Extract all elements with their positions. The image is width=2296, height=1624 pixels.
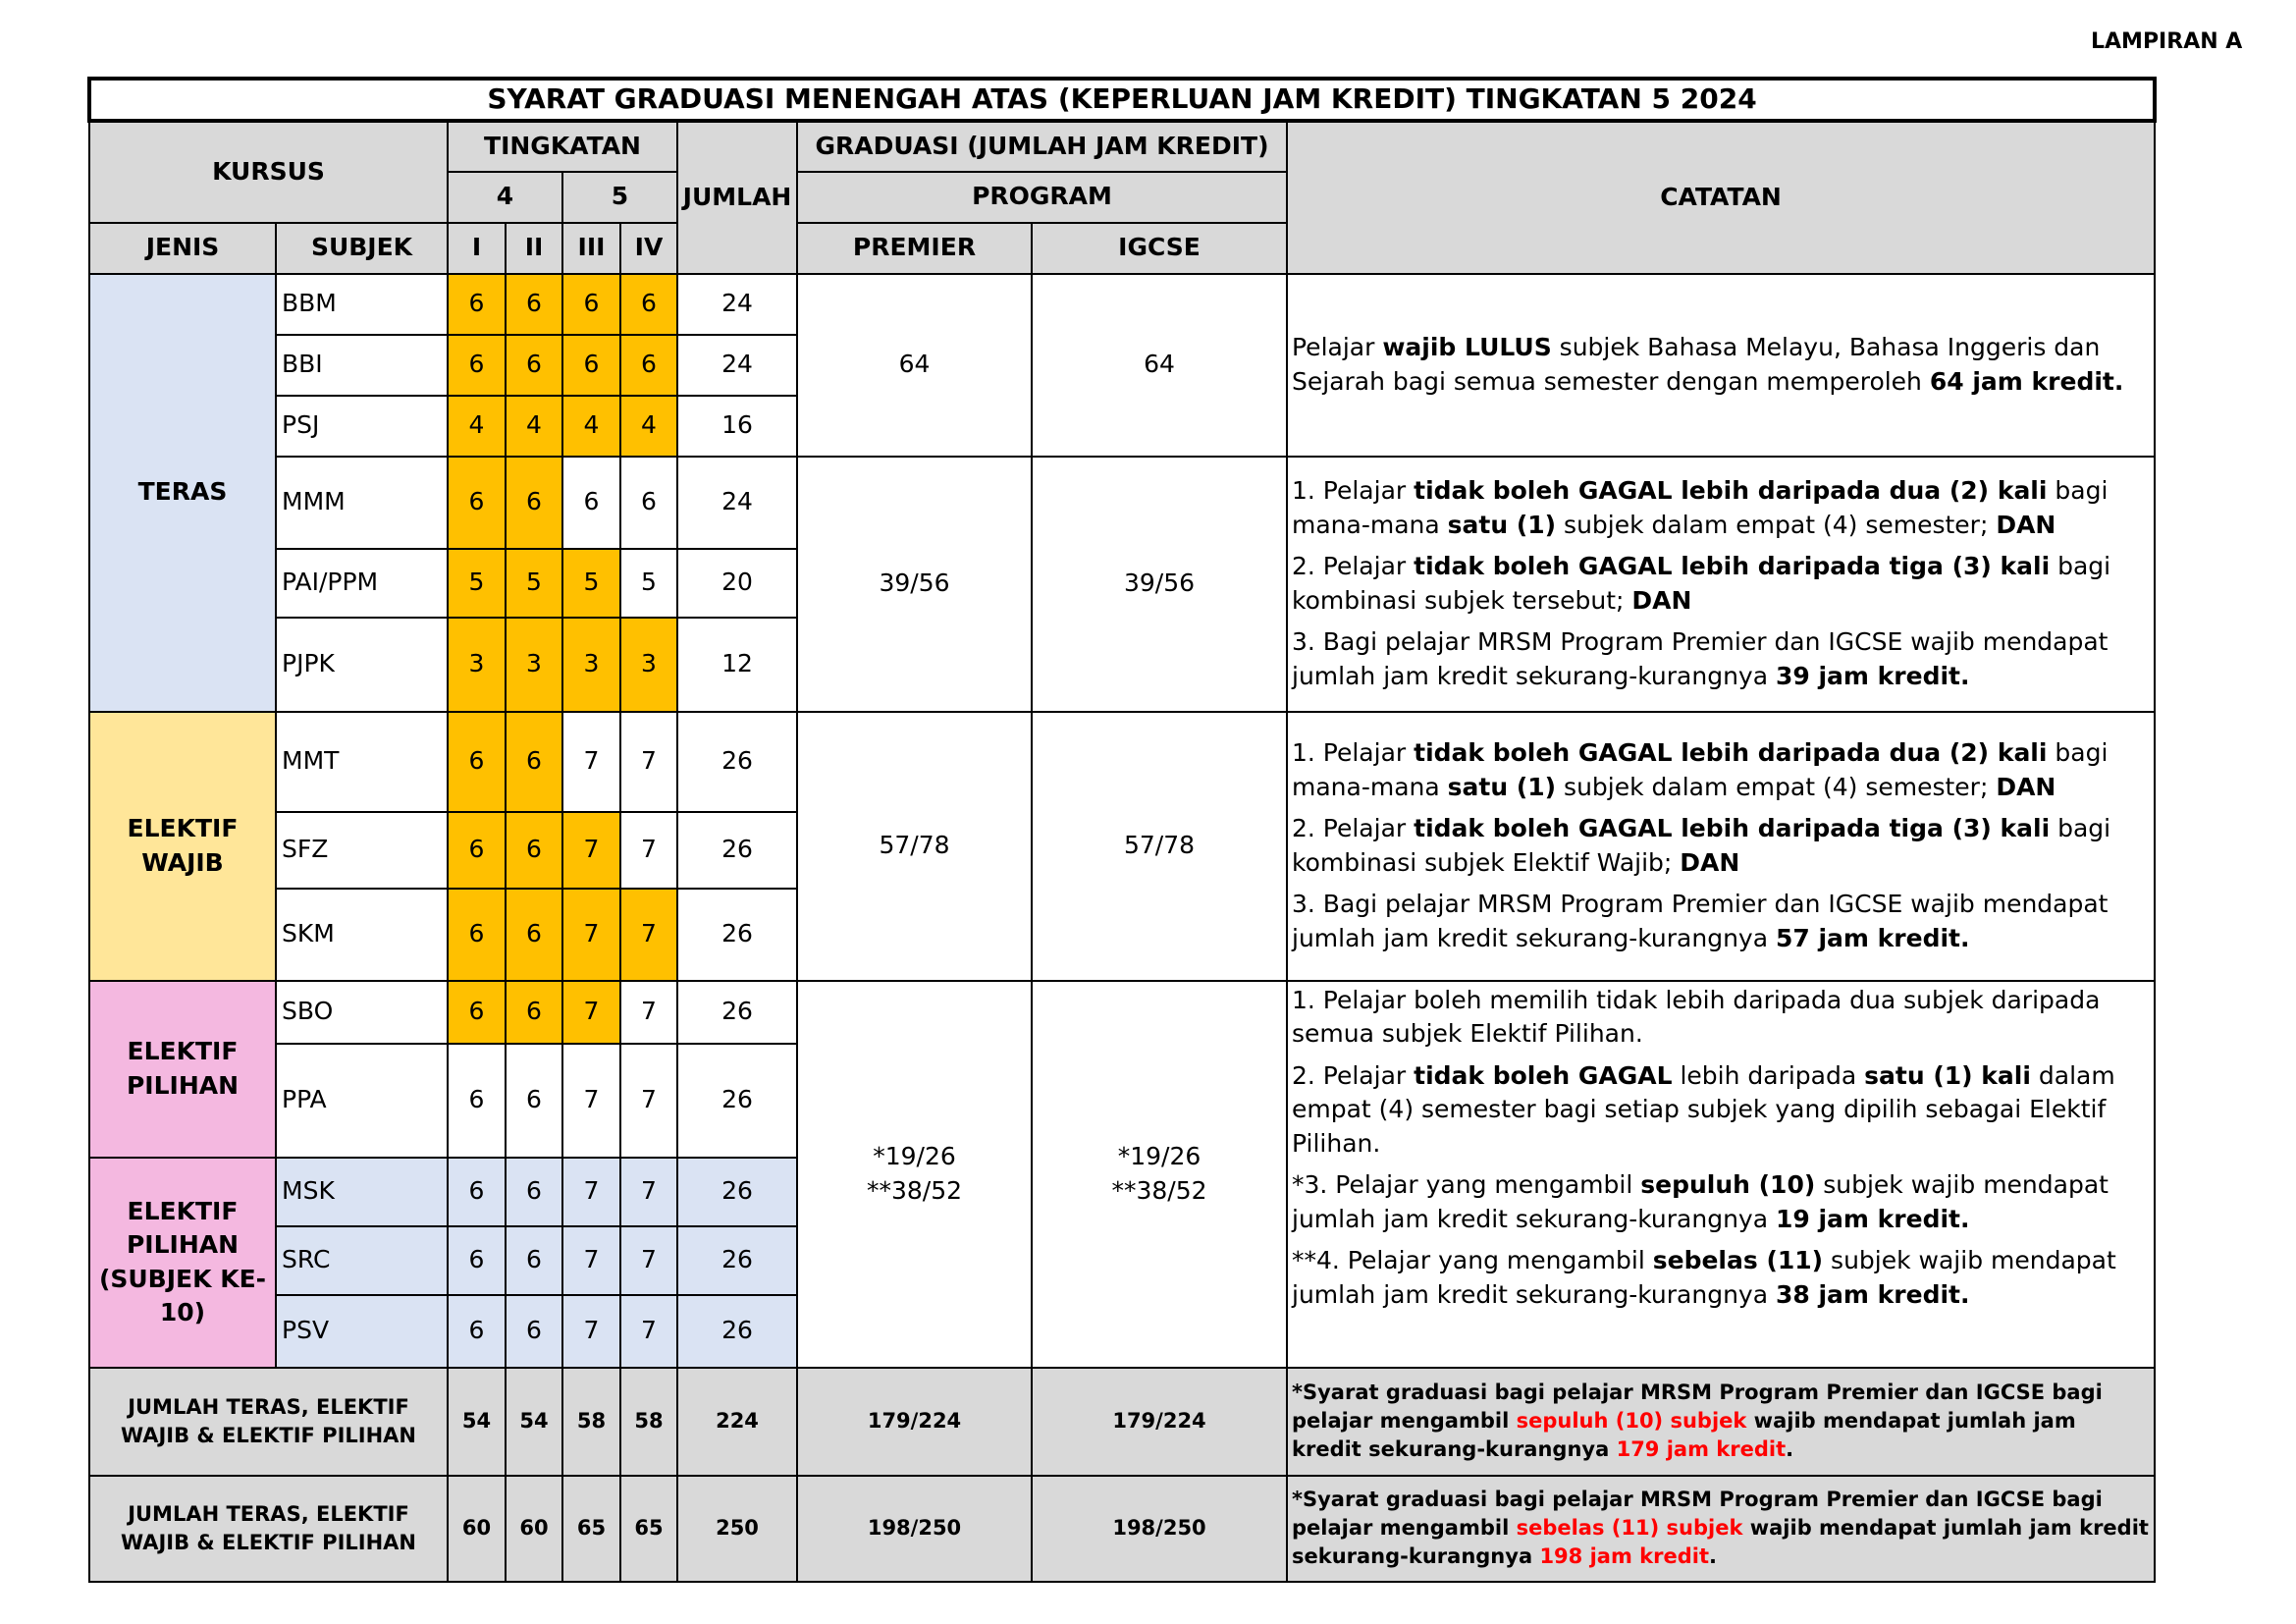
jumlah-cell: 26: [677, 1158, 797, 1226]
header-jumlah: JUMLAH: [677, 121, 797, 274]
jumlah-cell: 16: [677, 396, 797, 457]
subject-cell: MMT: [276, 712, 448, 812]
graduasi-igcse: 64: [1032, 274, 1287, 457]
total-premier: 198/250: [797, 1476, 1032, 1582]
total-cell: 54: [506, 1368, 562, 1476]
jumlah-cell: 26: [677, 1044, 797, 1158]
jumlah-cell: 12: [677, 618, 797, 712]
credit-cell: 6: [506, 712, 562, 812]
group-elektif-wajib: ELEKTIF WAJIB: [89, 712, 276, 981]
credit-cell: 4: [448, 396, 506, 457]
table-row: [89, 274, 2155, 335]
credit-cell: 7: [620, 981, 677, 1044]
credit-cell: 6: [506, 457, 562, 549]
jumlah-cell: 26: [677, 712, 797, 812]
group-elektif-pilihan-10: ELEKTIF PILIHAN (SUBJEK KE-10): [89, 1158, 276, 1368]
credit-cell: 7: [620, 1226, 677, 1295]
total-jumlah: 224: [677, 1368, 797, 1476]
credit-cell: 6: [448, 981, 506, 1044]
header-tingkatan-5: 5: [562, 172, 677, 223]
total-label: JUMLAH TERAS, ELEKTIF WAJIB & ELEKTIF PILIHAN: [89, 1368, 448, 1476]
total-cell: 58: [562, 1368, 620, 1476]
header-catatan: CATATAN: [1287, 121, 2155, 274]
credit-cell: 5: [562, 549, 620, 618]
total-cell: 58: [620, 1368, 677, 1476]
credit-cell: 6: [506, 1044, 562, 1158]
header-jenis: JENIS: [89, 223, 276, 274]
graduasi-premier: *19/26 **38/52: [797, 981, 1032, 1368]
total-cell: 60: [448, 1476, 506, 1582]
header-kursus: KURSUS: [89, 121, 448, 223]
credit-cell: 6: [620, 457, 677, 549]
jumlah-cell: 26: [677, 889, 797, 981]
subject-cell: SFZ: [276, 812, 448, 889]
table-row: [89, 712, 2155, 812]
catatan-teras-2: 1. Pelajar tidak boleh GAGAL lebih daripada dua (2) kali bagi mana-mana satu (1) subjek dalam empat (4) semester; DAN 2. Pelajar tidak boleh GAGAL lebih daripada tiga (3) kali bagi kombinasi subjek tersebut; DAN 3. Bagi pelajar MRSM Program Premier dan IGCSE wajib mendapat jumlah jam kredit sekurang-kurangnya 39 jam kredit.: [1287, 457, 2155, 712]
credit-cell: 6: [506, 812, 562, 889]
group-teras: TERAS: [89, 274, 276, 712]
header-sem-2: II: [506, 223, 562, 274]
total-note: *Syarat graduasi bagi pelajar MRSM Program Premier dan IGCSE bagi pelajar mengambil sebelas (11) subjek wajib mendapat jumlah jam kredit sekurang-kurangnya 198 jam kredit.: [1287, 1476, 2155, 1582]
credit-cell: 7: [562, 889, 620, 981]
credit-cell: 4: [620, 396, 677, 457]
jumlah-cell: 26: [677, 981, 797, 1044]
header-sem-1: I: [448, 223, 506, 274]
total-igcse: 198/250: [1032, 1476, 1287, 1582]
subject-cell: PAI/PPM: [276, 549, 448, 618]
header-graduasi: GRADUASI (JUMLAH JAM KREDIT): [797, 121, 1287, 172]
graduation-requirements-table: [87, 77, 2157, 1583]
total-premier: 179/224: [797, 1368, 1032, 1476]
header-sem-4: IV: [620, 223, 677, 274]
credit-cell: 7: [620, 1044, 677, 1158]
credit-cell: 6: [562, 457, 620, 549]
total-row: [89, 1368, 2155, 1476]
subject-cell: PPA: [276, 1044, 448, 1158]
total-igcse: 179/224: [1032, 1368, 1287, 1476]
credit-cell: 3: [562, 618, 620, 712]
credit-cell: 3: [620, 618, 677, 712]
credit-cell: 6: [448, 1295, 506, 1368]
subject-cell: PSV: [276, 1295, 448, 1368]
credit-cell: 7: [620, 812, 677, 889]
credit-cell: 3: [506, 618, 562, 712]
credit-cell: 7: [562, 712, 620, 812]
total-cell: 65: [620, 1476, 677, 1582]
credit-cell: 6: [506, 1295, 562, 1368]
credit-cell: 7: [620, 712, 677, 812]
subject-cell: SKM: [276, 889, 448, 981]
graduasi-igcse: 57/78: [1032, 712, 1287, 981]
total-row: [89, 1476, 2155, 1582]
header-tingkatan: TINGKATAN: [448, 121, 677, 172]
credit-cell: 6: [448, 274, 506, 335]
header-igcse: IGCSE: [1032, 223, 1287, 274]
table-row: [89, 457, 2155, 549]
credit-cell: 6: [448, 889, 506, 981]
graduasi-premier: 57/78: [797, 712, 1032, 981]
graduasi-igcse: *19/26 **38/52: [1032, 981, 1287, 1368]
jumlah-cell: 20: [677, 549, 797, 618]
credit-cell: 6: [620, 274, 677, 335]
credit-cell: 7: [562, 1295, 620, 1368]
credit-cell: 6: [620, 335, 677, 396]
credit-cell: 6: [448, 812, 506, 889]
credit-cell: 5: [506, 549, 562, 618]
credit-cell: 5: [620, 549, 677, 618]
credit-cell: 6: [562, 274, 620, 335]
subject-cell: MSK: [276, 1158, 448, 1226]
jumlah-cell: 26: [677, 1226, 797, 1295]
credit-cell: 6: [448, 457, 506, 549]
jumlah-cell: 26: [677, 812, 797, 889]
graduasi-igcse: 39/56: [1032, 457, 1287, 712]
jumlah-cell: 24: [677, 335, 797, 396]
total-label: JUMLAH TERAS, ELEKTIF WAJIB & ELEKTIF PILIHAN: [89, 1476, 448, 1582]
credit-cell: 3: [448, 618, 506, 712]
subject-cell: BBM: [276, 274, 448, 335]
credit-cell: 4: [506, 396, 562, 457]
table-row: [89, 981, 2155, 1044]
jumlah-cell: 24: [677, 457, 797, 549]
catatan-teras-1: Pelajar wajib LULUS subjek Bahasa Melayu, Bahasa Inggeris dan Sejarah bagi semua semester dengan memperoleh 64 jam kredit.: [1287, 274, 2155, 457]
credit-cell: 6: [506, 1226, 562, 1295]
subject-cell: SBO: [276, 981, 448, 1044]
credit-cell: 6: [506, 981, 562, 1044]
credit-cell: 6: [506, 1158, 562, 1226]
credit-cell: 7: [620, 889, 677, 981]
total-note: *Syarat graduasi bagi pelajar MRSM Program Premier dan IGCSE bagi pelajar mengambil sepuluh (10) subjek wajib mendapat jumlah jam kredit sekurang-kurangnya 179 jam kredit.: [1287, 1368, 2155, 1476]
total-cell: 54: [448, 1368, 506, 1476]
credit-cell: 6: [448, 712, 506, 812]
credit-cell: 6: [448, 1158, 506, 1226]
header-tingkatan-4: 4: [448, 172, 562, 223]
subject-cell: PJPK: [276, 618, 448, 712]
credit-cell: 7: [562, 812, 620, 889]
subject-cell: BBI: [276, 335, 448, 396]
credit-cell: 6: [448, 335, 506, 396]
credit-cell: 6: [506, 274, 562, 335]
credit-cell: 7: [620, 1158, 677, 1226]
credit-cell: 4: [562, 396, 620, 457]
catatan-elektif-wajib: 1. Pelajar tidak boleh GAGAL lebih daripada dua (2) kali bagi mana-mana satu (1) subjek dalam empat (4) semester; DAN 2. Pelajar tidak boleh GAGAL lebih daripada tiga (3) kali bagi kombinasi subjek Elektif Wajib; DAN 3. Bagi pelajar MRSM Program Premier dan IGCSE wajib mendapat jumlah jam kredit sekurang-kurangnya 57 jam kredit.: [1287, 712, 2155, 981]
credit-cell: 7: [562, 1044, 620, 1158]
graduasi-premier: 39/56: [797, 457, 1032, 712]
subject-cell: MMM: [276, 457, 448, 549]
header-subjek: SUBJEK: [276, 223, 448, 274]
credit-cell: 6: [448, 1226, 506, 1295]
header-premier: PREMIER: [797, 223, 1032, 274]
credit-cell: 7: [620, 1295, 677, 1368]
total-jumlah: 250: [677, 1476, 797, 1582]
credit-cell: 6: [448, 1044, 506, 1158]
catatan-elektif-pilihan: 1. Pelajar boleh memilih tidak lebih daripada dua subjek daripada semua subjek Elektif Pilihan. 2. Pelajar tidak boleh GAGAL lebih daripada satu (1) kali dalam empat (4) semester bagi setiap subjek yang dipilih sebagai Elektif Pilihan. *3. Pelajar yang mengambil sepuluh (10) subjek wajib mendapat jumlah jam kredit sekurang-kurangnya 19 jam kredit. **4. Pelajar yang mengambil sebelas (11) subjek wajib mendapat jumlah jam kredit sekurang-kurangnya 38 jam kredit.: [1287, 981, 2155, 1368]
jumlah-cell: 26: [677, 1295, 797, 1368]
credit-cell: 7: [562, 981, 620, 1044]
credit-cell: 7: [562, 1158, 620, 1226]
subject-cell: PSJ: [276, 396, 448, 457]
subject-cell: SRC: [276, 1226, 448, 1295]
lampiran-label: LAMPIRAN A: [2091, 29, 2243, 54]
credit-cell: 6: [506, 889, 562, 981]
table-title: SYARAT GRADUASI MENENGAH ATAS (KEPERLUAN JAM KREDIT) TINGKATAN 5 2024: [89, 79, 2155, 121]
header-program: PROGRAM: [797, 172, 1287, 223]
group-elektif-pilihan: ELEKTIF PILIHAN: [89, 981, 276, 1158]
credit-cell: 7: [562, 1226, 620, 1295]
credit-cell: 6: [562, 335, 620, 396]
header-sem-3: III: [562, 223, 620, 274]
credit-cell: 6: [506, 335, 562, 396]
jumlah-cell: 24: [677, 274, 797, 335]
graduasi-premier: 64: [797, 274, 1032, 457]
credit-cell: 5: [448, 549, 506, 618]
total-cell: 60: [506, 1476, 562, 1582]
total-cell: 65: [562, 1476, 620, 1582]
